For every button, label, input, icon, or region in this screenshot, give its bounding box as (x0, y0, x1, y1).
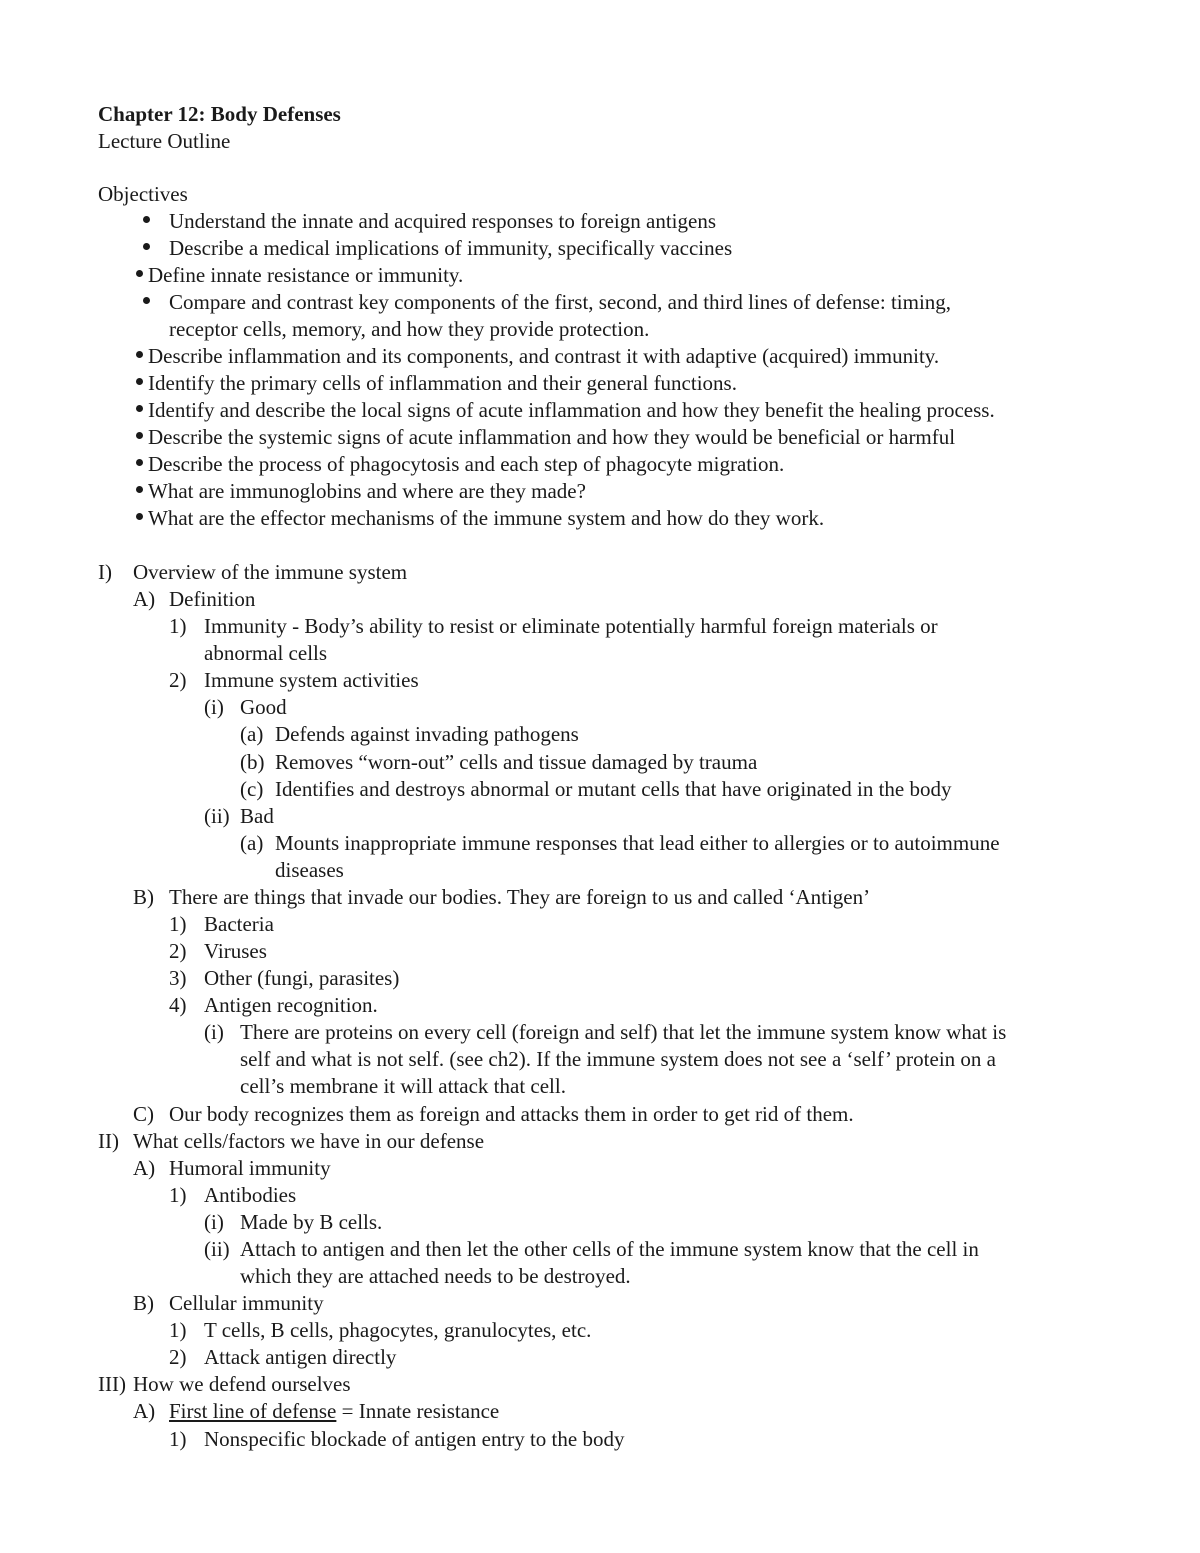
outline-item: Nonspecific blockade of antigen entry to the body (204, 1427, 625, 1451)
outline-item-continued: self and what is not self. (see ch2). If the immune system does not see a ‘self’ protein on a (240, 1047, 996, 1071)
outline-label: 3) (169, 966, 187, 990)
outline-label: 2) (169, 939, 187, 963)
outline-item: Our body recognizes them as foreign and attacks them in order to get rid of them. (169, 1102, 854, 1126)
outline-item: Made by B cells. (240, 1210, 383, 1234)
outline-label: A) (133, 1399, 156, 1423)
section-heading: What cells/factors we have in our defense (133, 1129, 485, 1153)
outline-label: II) (98, 1129, 119, 1153)
outline-item: Bacteria (204, 912, 274, 936)
objective-item: What are immunoglobins and where are they made? (148, 479, 586, 503)
objective-item: Identify the primary cells of inflammation and their general functions. (148, 371, 737, 395)
outline-item-continued: diseases (275, 858, 344, 882)
page-title: Chapter 12: Body Defenses (98, 102, 341, 126)
outline-label: III) (98, 1372, 126, 1396)
bullet-icon (143, 216, 150, 223)
objectives-heading: Objectives (98, 182, 188, 206)
outline-item: Attack antigen directly (204, 1345, 397, 1369)
outline-item-continued: cell’s membrane it will attack that cell. (240, 1074, 566, 1098)
objective-item: Define innate resistance or immunity. (148, 263, 464, 287)
outline-label: 1) (169, 1183, 187, 1207)
outline-item: Defends against invading pathogens (275, 722, 579, 746)
outline-label: 2) (169, 668, 187, 692)
objective-item: Describe a medical implications of immunity, specifically vaccines (169, 236, 733, 260)
bullet-icon (143, 243, 150, 250)
outline-label: C) (133, 1102, 154, 1126)
bullet-icon (136, 432, 143, 439)
outline-item: Bad (240, 804, 274, 828)
outline-item: Definition (169, 587, 256, 611)
outline-item: Identifies and destroys abnormal or mutant cells that have originated in the body (275, 777, 952, 801)
objective-item: Identify and describe the local signs of acute inflammation and how they benefit the healing process. (148, 398, 995, 422)
outline-label: (c) (240, 777, 264, 801)
bullet-icon (136, 405, 143, 412)
outline-label: 4) (169, 993, 187, 1017)
objective-item: Understand the innate and acquired responses to foreign antigens (169, 209, 716, 233)
outline-item-continued: abnormal cells (204, 641, 328, 665)
outline-item: Other (fungi, parasites) (204, 966, 400, 990)
outline-item: Cellular immunity (169, 1291, 324, 1315)
section-heading: Overview of the immune system (133, 560, 408, 584)
objective-item-continued: receptor cells, memory, and how they provide protection. (169, 317, 650, 341)
outline-label: A) (133, 1156, 156, 1180)
bullet-icon (143, 297, 150, 304)
outline-label: 1) (169, 912, 187, 936)
outline-label: 1) (169, 614, 187, 638)
outline-label: 1) (169, 1318, 187, 1342)
bullet-icon (136, 459, 143, 466)
outline-label: (i) (204, 1210, 224, 1234)
outline-item-continued: which they are attached needs to be destroyed. (240, 1264, 631, 1288)
outline-label: A) (133, 587, 156, 611)
outline-label: B) (133, 885, 154, 909)
outline-item: Antigen recognition. (204, 993, 378, 1017)
innate-resistance-text: = Innate resistance (336, 1399, 500, 1423)
outline-label: (a) (240, 722, 264, 746)
section-heading: How we defend ourselves (133, 1372, 351, 1396)
outline-label: (ii) (204, 804, 230, 828)
outline-item: Removes “worn-out” cells and tissue damaged by trauma (275, 750, 758, 774)
outline-item: Attach to antigen and then let the other cells of the immune system know that the cell in (240, 1237, 979, 1261)
outline-item: T cells, B cells, phagocytes, granulocytes, etc. (204, 1318, 592, 1342)
outline-item: Viruses (204, 939, 267, 963)
objective-item: Compare and contrast key components of the first, second, and third lines of defense: timing, (169, 290, 952, 314)
outline-item: There are things that invade our bodies. They are foreign to us and called ‘Antigen’ (169, 885, 871, 909)
outline-item: Humoral immunity (169, 1156, 331, 1180)
outline-item: Mounts inappropriate immune responses that lead either to allergies or to autoimmune (275, 831, 1000, 855)
objective-item: Describe inflammation and its components, and contrast it with adaptive (acquired) immunity. (148, 344, 940, 368)
objective-item: What are the effector mechanisms of the immune system and how do they work. (148, 506, 825, 530)
outline-label: B) (133, 1291, 154, 1315)
page-subtitle: Lecture Outline (98, 129, 231, 153)
outline-item: Immune system activities (204, 668, 419, 692)
first-line-of-defense-term: First line of defense (169, 1399, 337, 1423)
outline-item: Antibodies (204, 1183, 297, 1207)
outline-label: (i) (204, 1020, 224, 1044)
outline-label: (ii) (204, 1237, 230, 1261)
outline-label: 1) (169, 1427, 187, 1451)
outline-item: Immunity - Body’s ability to resist or eliminate potentially harmful foreign materials or (204, 614, 938, 638)
outline-item: Good (240, 695, 287, 719)
objective-item: Describe the process of phagocytosis and each step of phagocyte migration. (148, 452, 785, 476)
outline-item: There are proteins on every cell (foreign and self) that let the immune system know what is (240, 1020, 1007, 1044)
bullet-icon (136, 513, 143, 520)
bullet-icon (136, 378, 143, 385)
outline-label: (a) (240, 831, 264, 855)
outline-label: (i) (204, 695, 224, 719)
outline-label: 2) (169, 1345, 187, 1369)
outline-label: (b) (240, 750, 265, 774)
objective-item: Describe the systemic signs of acute inflammation and how they would be beneficial or harmful (148, 425, 956, 449)
bullet-icon (136, 351, 143, 358)
outline-label: I) (98, 560, 112, 584)
outline-item (169, 1398, 499, 1424)
bullet-icon (136, 486, 143, 493)
bullet-icon (136, 270, 143, 277)
